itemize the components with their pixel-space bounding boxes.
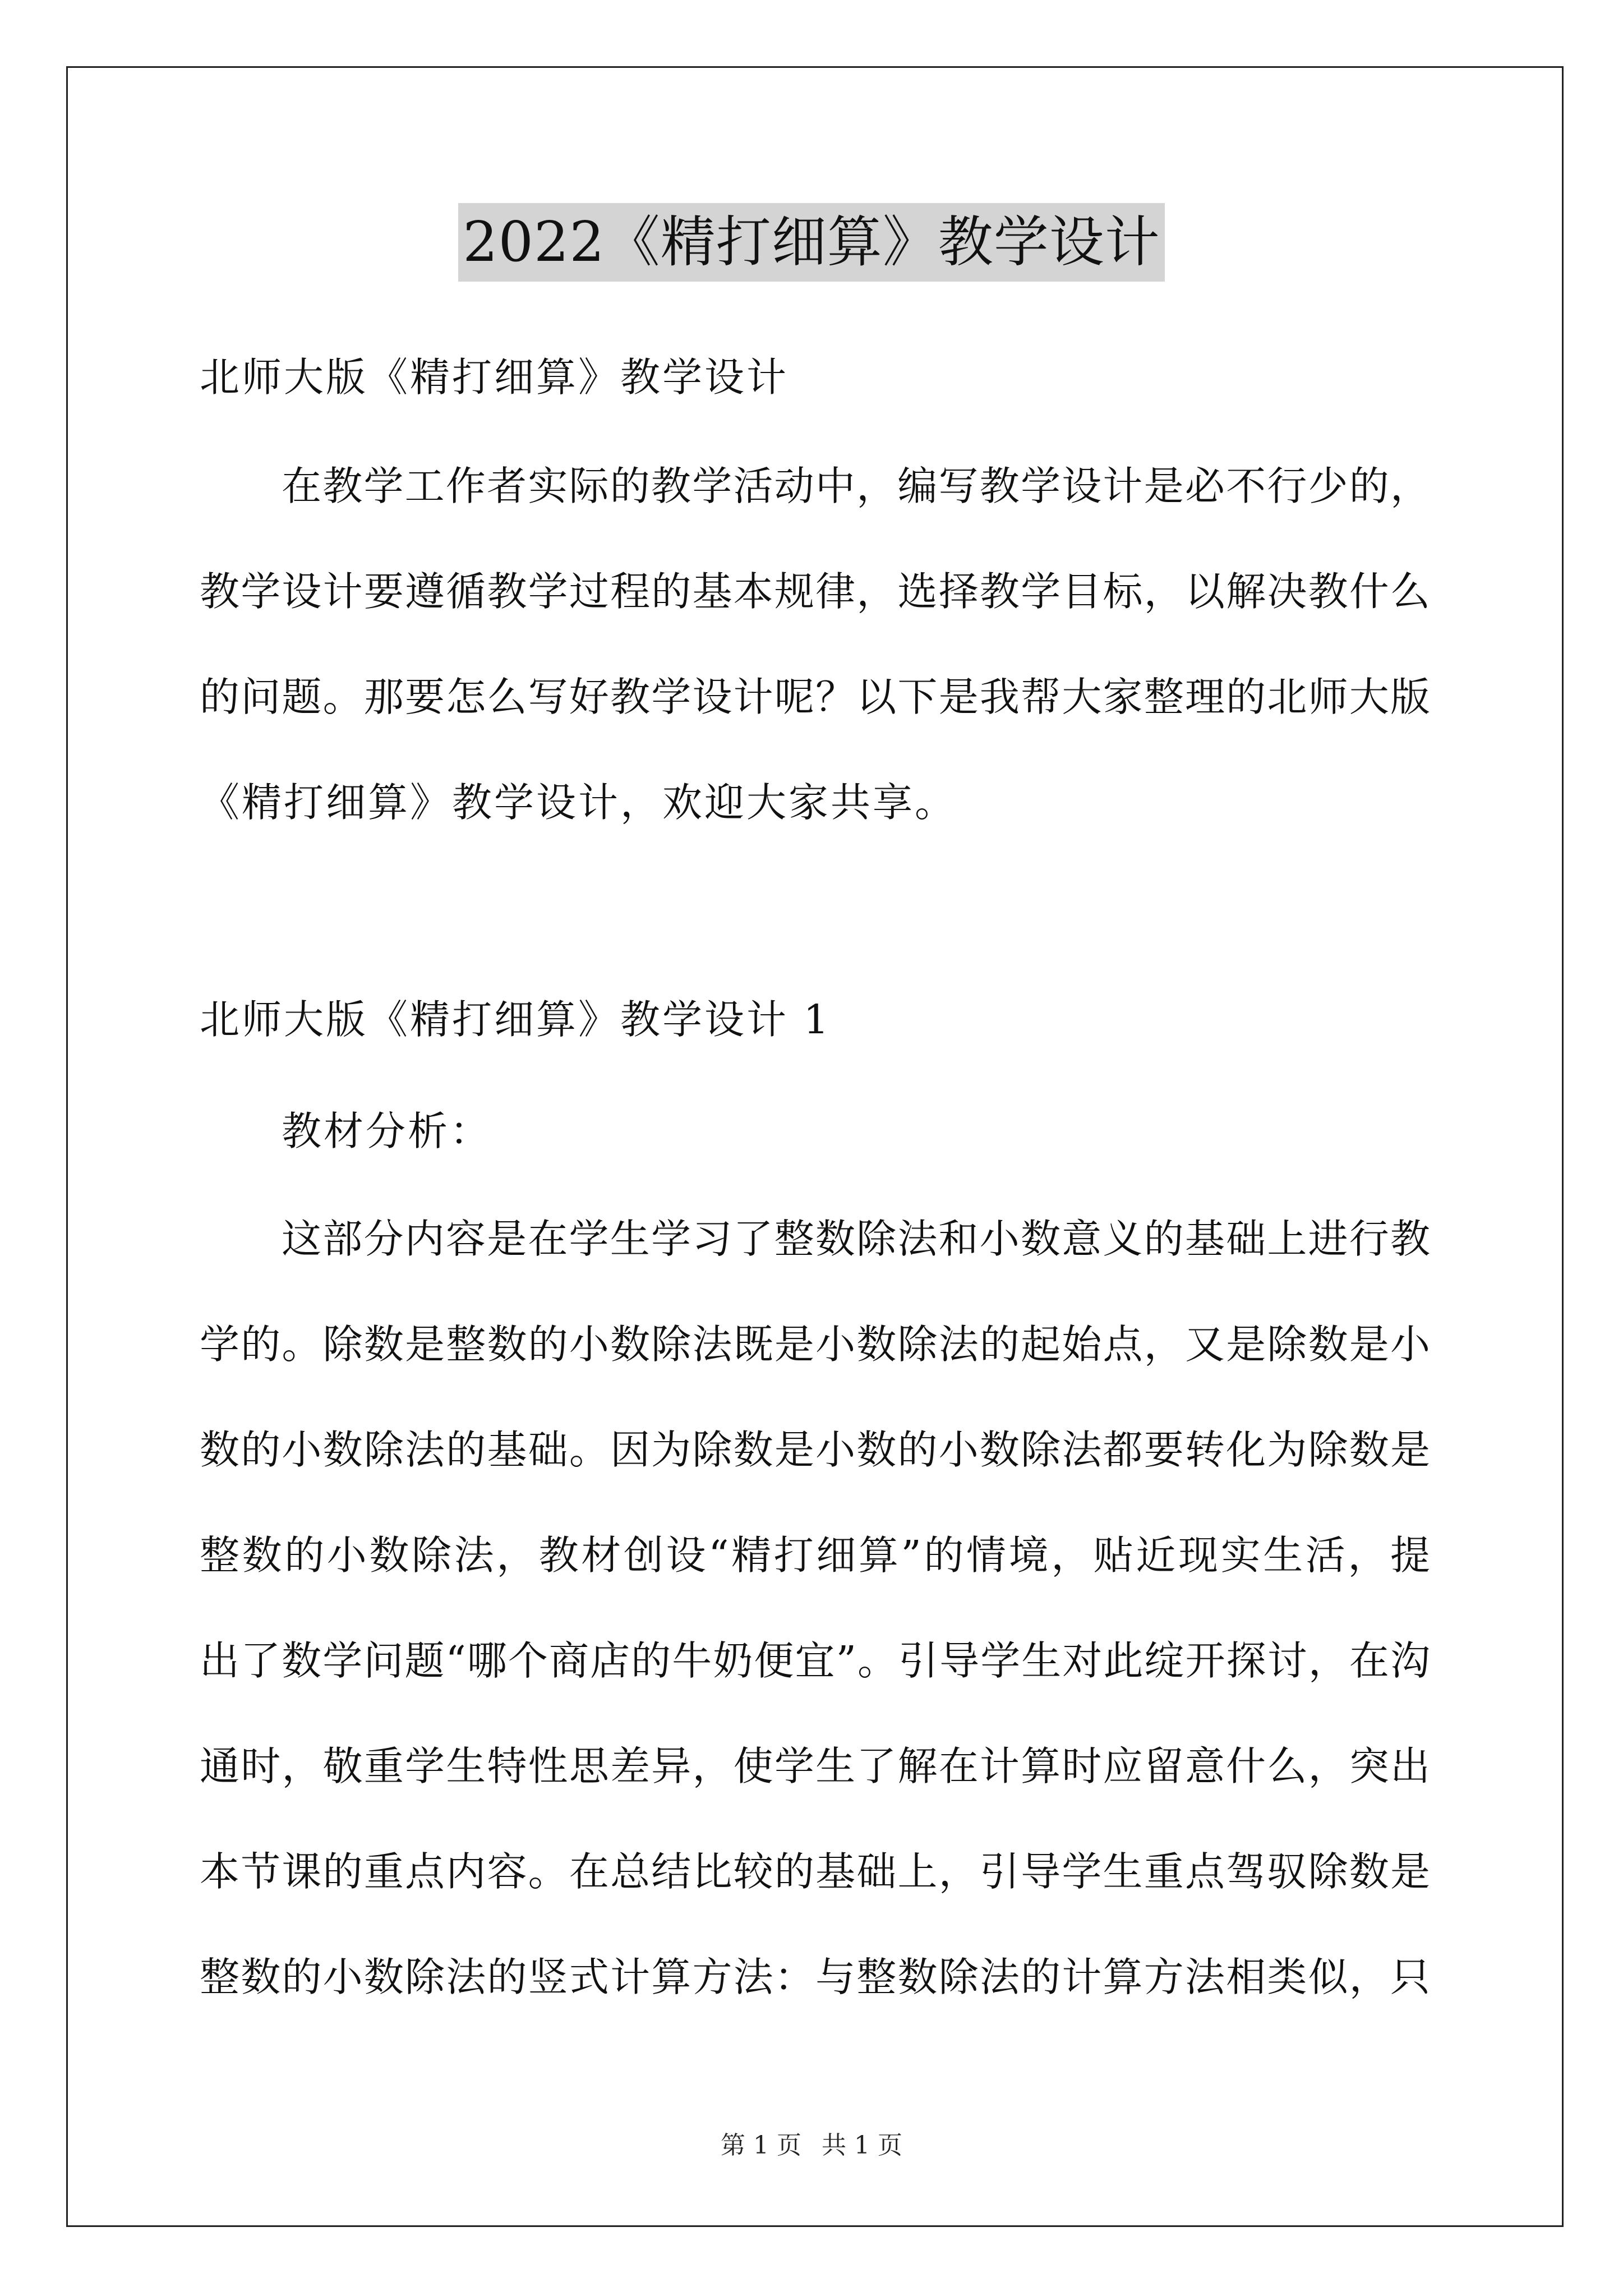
page-footer (0, 2129, 1623, 2162)
intro-line-4: 《精打细算》教学设计，欢迎大家共享。 (200, 779, 957, 826)
intro-line-2: 教学设计要遵循教学过程的基本规律，选择教学目标，以解决教什么 (200, 568, 1430, 615)
body-line-2: 学的。除数是整数的小数除法既是小数除法的起始点，又是除数是小 (200, 1321, 1430, 1368)
page-number-total: 共 1 页 (822, 2131, 902, 2160)
body-line-7: 本节课的重点内容。在总结比较的基础上，引导学生重点驾驭除数是 (200, 1848, 1430, 1895)
document-subtitle: 北师大版《精打细算》教学设计 (200, 354, 789, 401)
body-line-8: 整数的小数除法的竖式计算方法：与整数除法的计算方法相类似，只 (200, 1954, 1430, 2000)
title-container (0, 203, 1623, 282)
body-line-4: 整数的小数除法，教材创设“精打细算”的情境，贴近现实生活，提 (200, 1532, 1430, 1579)
body-line-6: 通时，敬重学生特性思差异，使学生了解在计算时应留意什么，突出 (200, 1743, 1430, 1789)
section-heading: 北师大版《精打细算》教学设计 1 (200, 996, 831, 1043)
body-line-3: 数的小数除法的基础。因为除数是小数的小数除法都要转化为除数是 (200, 1427, 1430, 1473)
intro-line-1: 在教学工作者实际的教学活动中，编写教学设计是必不行少的， (282, 463, 1430, 509)
document-title: 2022《精打细算》教学设计 (458, 203, 1164, 282)
section-sub-heading: 教材分析： (282, 1108, 492, 1154)
body-line-5: 出了数学问题“哪个商店的牛奶便宜”。引导学生对此绽开探讨，在沟 (200, 1637, 1430, 1684)
body-line-1: 这部分内容是在学生学习了整数除法和小数意义的基础上进行教 (282, 1216, 1430, 1262)
intro-line-3: 的问题。那要怎么写好教学设计呢？以下是我帮大家整理的北师大版 (200, 674, 1430, 720)
page-number-current: 第 1 页 (721, 2131, 801, 2160)
